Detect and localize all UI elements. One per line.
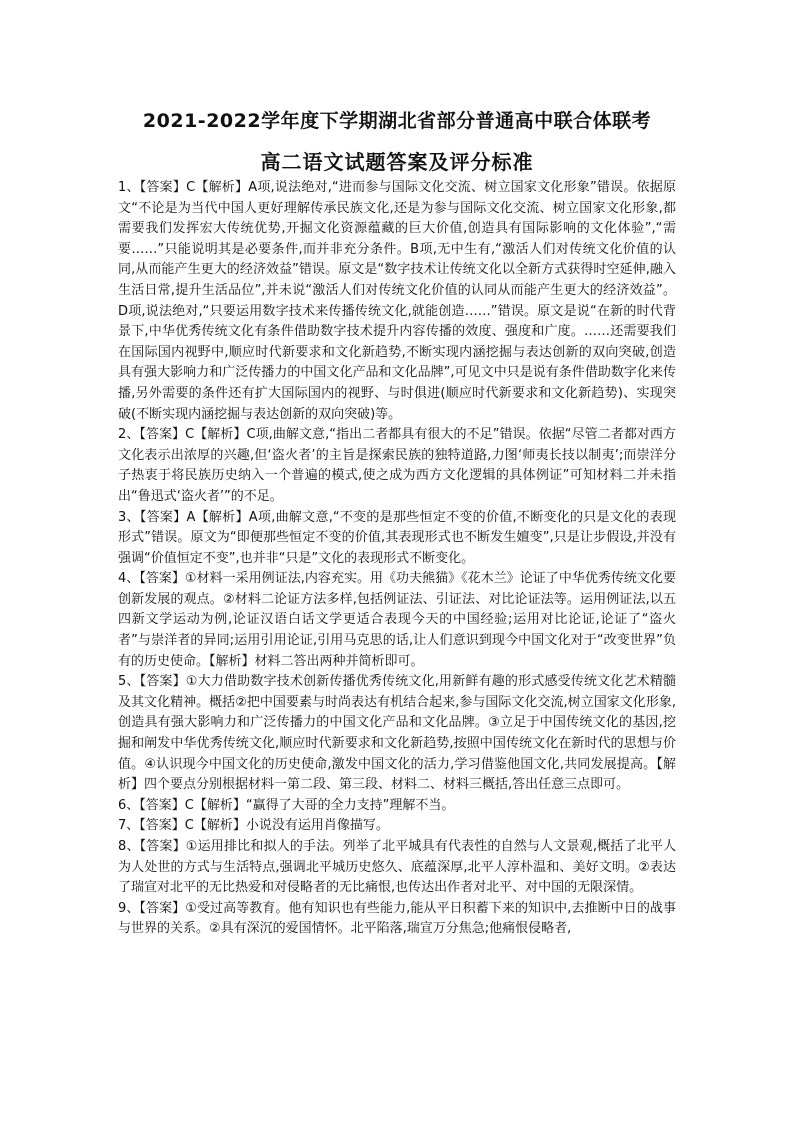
answer-item-5: 5、【答案】①大力借助数字技术创新传播优秀传统文化,用新鲜有趣的形式感受传统文化艺术精髓及其文化精神。概括②把中国要素与时尚表达有机结合起来,参与国际文化交流,树立国家文化形象,创造具有强大影响力和广泛传播力的中国文化产品和文化品牌。③立足于中国传统文化的基因,挖掘和阐发中华优秀传统文化,顺应时代新要求和文化新趋势,按照中国传统文化在新时代的思想与价值。④认识现今中国文化的历史使命,激发中国文化的活力,学习借鉴他国文化,共同发展提高。【解析】四个要点分别根据材料一第二段、第三段、材料二、材料三概括,答出任意三点即可。 bbox=[118, 674, 676, 793]
answer-item-3: 3、【答案】A【解析】A项,曲解文意,“不变的是那些恒定不变的价值,不断变化的只是文化的表现形式”错误。原文为“即便那些恒定不变的价值,其表现形式也不断发生嬗变”,只是让步假设,并没有强调“价值恒定不变”,也并非“只是”文化的表现形式不断变化。 bbox=[118, 509, 676, 566]
document-subtitle: 高二语文试题答案及评分标准 bbox=[260, 150, 534, 174]
answer-item-8: 8、【答案】①运用排比和拟人的手法。列举了北平城具有代表性的自然与人文景观,概括了北平人为人处世的方式与生活特点,强调北平城历史悠久、底蕴深厚,北平人淳朴温和、美好文明。②表达了瑞宣对北平的无比热爱和对侵略者的无比痛恨,也传达出作者对北平、对中国的无限深情。 bbox=[118, 839, 676, 896]
answer-item-6: 6、【答案】C【解析】“赢得了大哥的全力支持”理解不当。 bbox=[118, 797, 455, 813]
answer-item-7: 7、【答案】C【解析】小说没有运用肖像描写。 bbox=[118, 818, 389, 834]
answer-item-2: 2、【答案】C【解析】C项,曲解文意,“指出二者都具有很大的不足”错误。依据“尽管二者都对西方文化表示出浓厚的兴趣,但‘盗火者’的主旨是探索民族的独特道路,力图‘师夷长技以制夷’;而崇洋分子热衷于将民族历史纳入一个普遍的模式,使之成为西方文化逻辑的具体例证”可知材料二并未指出“鲁迅式‘盗火者’”的不足。 bbox=[118, 427, 676, 504]
answer-item-4: 4、【答案】①材料一采用例证法,内容充实。用《功夫熊猫》《花木兰》论证了中华优秀传统文化要创新发展的观点。②材料二论证方法多样,包括例证法、引证法、对比论证法等。运用例证法,以五四新文学运动为例,论证汉语白话文学更适合表现今天的中国经验;运用对比论证,论证了“盗火者”与崇洋者的异同;运用引用论证,引用马克思的话,让人们意识到现今中国文化对于“改变世界”负有的历史使命。【解析】材料二答出两种并简析即可。 bbox=[118, 571, 676, 669]
answer-item-9: 9、【答案】①受过高等教育。他有知识也有些能力,能从平日积蓄下来的知识中,去推断中日的战事与世界的关系。②具有深沉的爱国情怀。北平陷落,瑞宣万分焦急;他痛恨侵略者, bbox=[118, 900, 676, 937]
answer-item-1: 1、【答案】C【解析】A项,说法绝对,“进而参与国际文化交流、树立国家文化形象”错误。依据原文“不论是为当代中国人更好理解传承民族文化,还是为参与国际文化交流、树立国家文化形象,都需要我们发挥宏大传统优势,开掘文化资源蕴藏的巨大价值,创造具有国际影响的文化体验”,“需要……”只能说明其是必要条件,而并非充分条件。B项,无中生有,“激活人们对传统文化价值的认同,从而能产生更大的经济效益”错误。原文是“数字技术让传统文化以全新方式获得时空延伸,融入生活日常,提升生活品位”,并未说“激活人们对传统文化价值的认同从而能产生更大的经济效益”。D项,说法绝对,“只要运用数字技术来传播传统文化,就能创造……”错误。原文是说“在新的时代背景下,中华优秀传统文化有条件借助数字技术提升内容传播的效度、强度和广度。……还需要我们在国际国内视野中,顺应时代新要求和文化新趋势,不断实现内涵挖掘与表达创新的双向突破,创造具有强大影响力和广泛传播力的中国文化产品和文化品牌”,可见文中只是说有条件借助数字化来传播,另外需要的条件还有扩大国际国内的视野、与时俱进(顺应时代新要求和文化新趋势)、实现突破(不断实现内涵挖掘与表达创新的双向突破)等。 bbox=[118, 180, 676, 422]
document-title: 2021-2022学年度下学期湖北省部分普通高中联合体联考 bbox=[142, 110, 652, 132]
answer-body bbox=[118, 178, 676, 940]
